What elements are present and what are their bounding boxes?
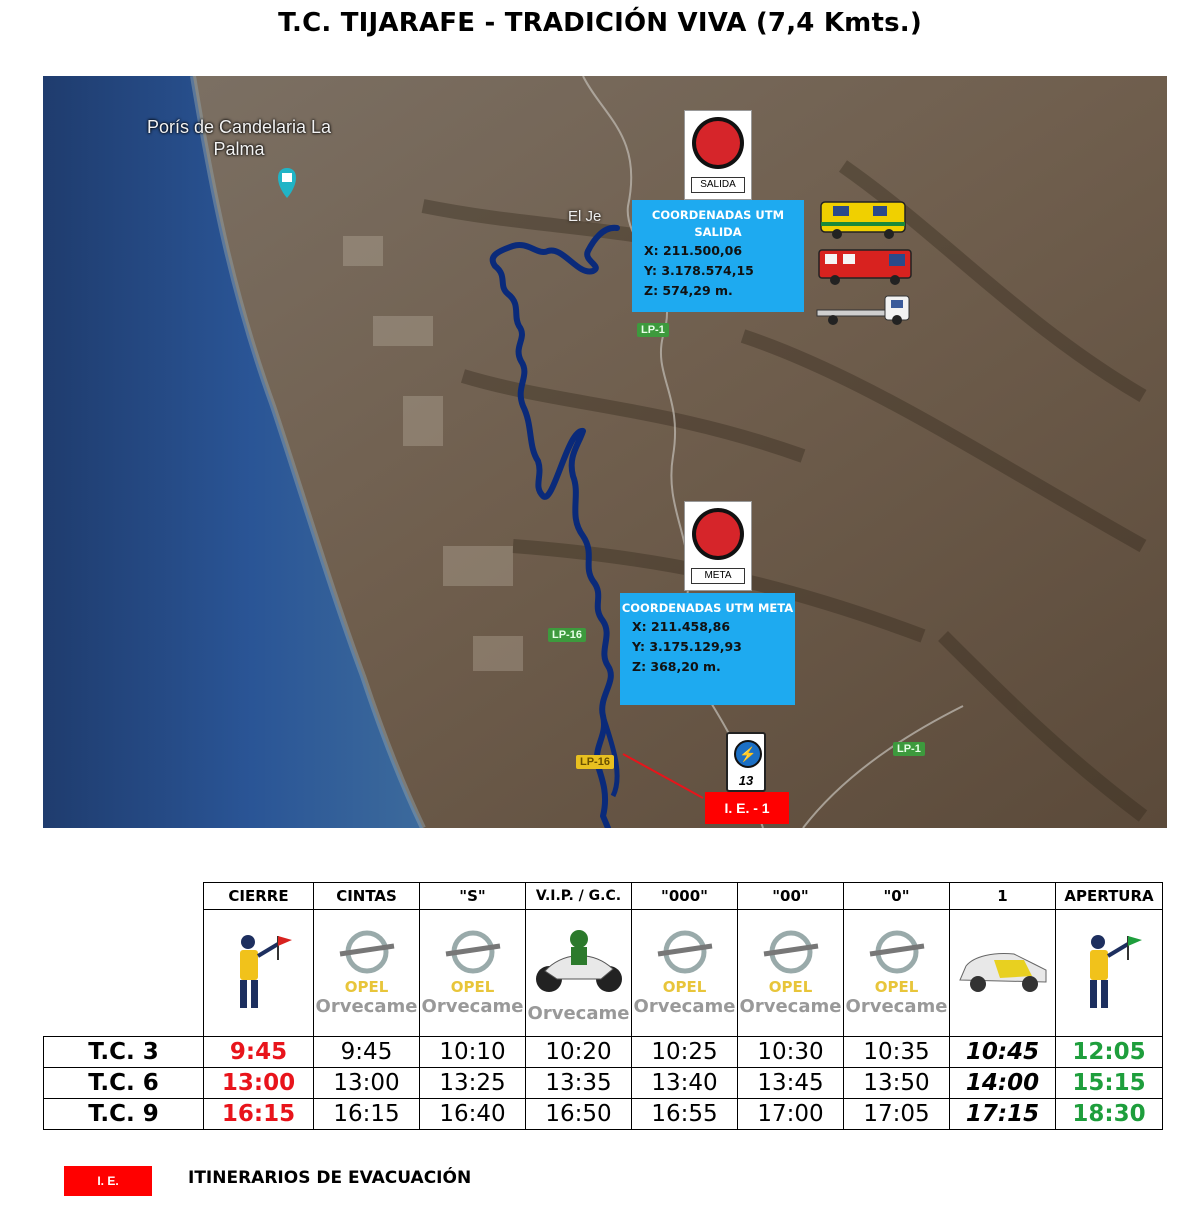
tc-label: T.C. 9: [44, 1099, 204, 1130]
start-stopwatch-icon: [692, 117, 744, 169]
time-car-1: 14:00: [950, 1068, 1056, 1099]
dealer-label: Orvecame: [421, 995, 524, 1017]
time-cell: 13:00: [314, 1068, 420, 1099]
tc-label: T.C. 3: [44, 1037, 204, 1068]
dealer-label: Orvecame: [527, 1002, 630, 1024]
fire-truck-icon: [819, 250, 911, 285]
time-cierre: 13:00: [204, 1068, 314, 1099]
satellite-map[interactable]: [43, 76, 1167, 828]
road-label-lp16-south: LP-16: [576, 755, 614, 769]
corner-cell: [44, 910, 204, 1037]
brand-label: OPEL: [344, 977, 389, 996]
tc-label: T.C. 6: [44, 1068, 204, 1099]
dealer-label: Orvecame: [315, 995, 418, 1017]
finish-sign[interactable]: [684, 501, 752, 591]
time-cell: 10:20: [526, 1037, 632, 1068]
col-header: APERTURA: [1056, 883, 1163, 910]
finish-coord-x: X: 211.458,86: [632, 619, 731, 634]
brand-label: OPEL: [662, 977, 707, 996]
opel-logo-cell: [314, 910, 420, 1037]
start-sign-label: SALIDA: [691, 177, 745, 193]
table-row: [44, 1037, 1163, 1068]
village-label: El Je: [568, 208, 602, 225]
rally-car-icon: [954, 946, 1052, 996]
page-title: T.C. TIJARAFE - TRADICIÓN VIVA (7,4 Kmts.): [278, 8, 922, 38]
legend-evacuation-text: ITINERARIOS DE EVACUACIÓN: [188, 1168, 472, 1188]
road-label-lp1-east: LP-1: [893, 742, 925, 756]
time-cell: 13:45: [738, 1068, 844, 1099]
road-label-lp1-north: LP-1: [637, 323, 669, 337]
schedule-table: [43, 882, 1163, 1130]
time-apertura: 18:30: [1056, 1099, 1163, 1130]
time-cell: 16:15: [314, 1099, 420, 1130]
km-marker-number: 13: [738, 773, 754, 788]
opel-logo-icon: [420, 930, 525, 978]
col-header: CIERRE: [204, 883, 314, 910]
motorbike-cell: [526, 910, 632, 1037]
legend-evacuation-swatch: I. E.: [64, 1166, 152, 1196]
col-header: "S": [420, 883, 526, 910]
time-cell: 13:40: [632, 1068, 738, 1099]
time-cell: 16:40: [420, 1099, 526, 1130]
checkered-flag-icon: [692, 508, 744, 560]
emergency-vehicles: [813, 194, 925, 334]
time-cell: 17:05: [844, 1099, 950, 1130]
time-apertura: 15:15: [1056, 1068, 1163, 1099]
col-header: CINTAS: [314, 883, 420, 910]
opel-logo-cell: [632, 910, 738, 1037]
time-cierre: 9:45: [204, 1037, 314, 1068]
start-coord-z: Z: 574,29 m.: [644, 283, 733, 298]
finish-coord-z: Z: 368,20 m.: [632, 659, 721, 674]
opel-logo-icon: [844, 930, 949, 978]
dealer-label: Orvecame: [739, 995, 842, 1017]
col-header: 1: [950, 883, 1056, 910]
start-coords-header: COORDENADAS UTM SALIDA: [651, 208, 785, 239]
start-coord-y: Y: 3.178.574,15: [644, 263, 754, 278]
map-terrain: [43, 76, 1167, 828]
time-cell: 13:25: [420, 1068, 526, 1099]
marshal-red-flag-cell: [204, 910, 314, 1037]
brand-label: OPEL: [450, 977, 495, 996]
opel-logo-cell: [844, 910, 950, 1037]
opel-logo-icon: [738, 930, 843, 978]
time-cell: 10:25: [632, 1037, 738, 1068]
start-coords-box: [632, 200, 804, 312]
col-header: "000": [632, 883, 738, 910]
marshal-green-flag-icon: [1064, 926, 1154, 1016]
time-car-1: 17:15: [950, 1099, 1056, 1130]
time-apertura: 12:05: [1056, 1037, 1163, 1068]
col-header: "00": [738, 883, 844, 910]
finish-coords-box: [620, 593, 795, 705]
finish-sign-label: META: [691, 568, 745, 584]
km-marker-icon: ⚡: [734, 740, 762, 768]
brand-label: OPEL: [768, 977, 813, 996]
finish-coords-header: COORDENADAS UTM META: [621, 601, 794, 615]
opel-logo-icon: [632, 930, 737, 978]
col-header: "0": [844, 883, 950, 910]
dealer-label: Orvecame: [633, 995, 736, 1017]
tow-truck-icon: [817, 296, 909, 325]
brand-label: OPEL: [874, 977, 919, 996]
time-cell: 10:30: [738, 1037, 844, 1068]
time-cierre: 16:15: [204, 1099, 314, 1130]
table-row: [44, 1099, 1163, 1130]
marshal-green-flag-cell: [1056, 910, 1163, 1037]
time-cell: 10:35: [844, 1037, 950, 1068]
time-cell: 10:10: [420, 1037, 526, 1068]
opel-logo-icon: [314, 930, 419, 978]
km-marker-sign[interactable]: [726, 732, 766, 792]
opel-logo-cell: [738, 910, 844, 1037]
start-coord-x: X: 211.500,06: [644, 243, 743, 258]
table-row: [44, 1068, 1163, 1099]
evacuation-label[interactable]: I. E. - 1: [705, 792, 789, 824]
marshal-red-flag-icon: [214, 926, 304, 1016]
finish-coord-y: Y: 3.175.129,93: [632, 639, 742, 654]
rally-car-cell: [950, 910, 1056, 1037]
start-sign[interactable]: [684, 110, 752, 200]
dealer-label: Orvecame: [845, 995, 948, 1017]
time-cell: 9:45: [314, 1037, 420, 1068]
time-cell: 16:55: [632, 1099, 738, 1130]
place-label-poris: Porís de Candelaria La Palma: [146, 117, 332, 159]
time-car-1: 10:45: [950, 1037, 1056, 1068]
motorbike-icon: [531, 923, 627, 999]
time-cell: 16:50: [526, 1099, 632, 1130]
time-cell: 13:50: [844, 1068, 950, 1099]
opel-logo-cell: [420, 910, 526, 1037]
ambulance-icon: [821, 202, 905, 239]
col-header: V.I.P. / G.C.: [526, 883, 632, 910]
corner-cell: [44, 883, 204, 910]
time-cell: 13:35: [526, 1068, 632, 1099]
road-label-lp16-mid: LP-16: [548, 628, 586, 642]
time-cell: 17:00: [738, 1099, 844, 1130]
